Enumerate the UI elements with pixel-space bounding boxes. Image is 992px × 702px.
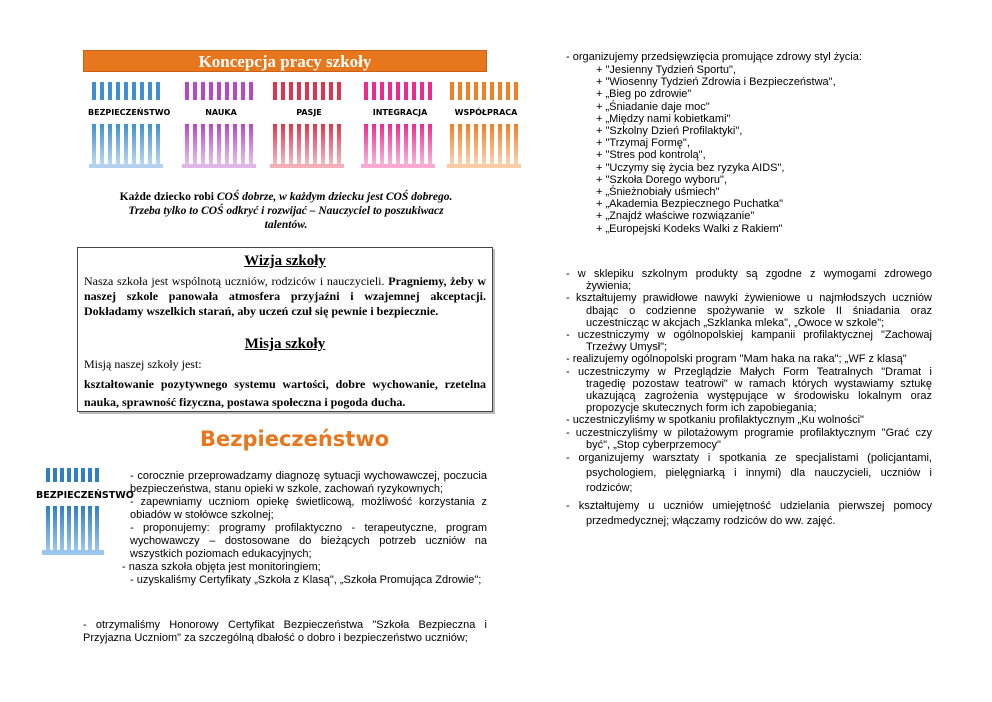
event-item: + „Śnieżnobiały uśmiech" — [596, 186, 720, 199]
event-item: + "Uczymy się życia bez ryzyka AIDS", — [596, 161, 785, 174]
pillar-label: NAUKA — [205, 108, 237, 117]
pillar-współpraca — [446, 80, 526, 172]
event-item: + "Wiosenny Tydzień Zdrowia i Bezpieczeństwa", — [596, 76, 836, 89]
list-item: - w sklepiku szkolnym produkty są zgodne z wymogami zdrowego żywienia; — [566, 268, 932, 293]
left-list-top — [122, 470, 487, 587]
event-item: + "Jesienny Tydzień Sportu", — [596, 64, 736, 76]
right-intro: - organizujemy przedsięwzięcia promujące zdrowy styl życia: — [566, 51, 862, 63]
list-item: - proponujemy: programy profilaktyczno - terapeutyczne, program wychowawczy – dostosowane do bieżących potrzeb uczniów na wszystkich poziomach edukacyjnych; — [130, 522, 487, 560]
motto-line1-b: COŚ dobrze, w każdym dziecku jest COŚ dobrego. — [216, 191, 453, 203]
list-item: - kształtujemy u uczniów umiejętność udzielania pierwszej pomocy przedmedycznej; włączamy rodziców do ww. zajęć. — [566, 500, 932, 528]
event-item: + „Europejski Kodeks Walki z Rakiem" — [596, 222, 783, 235]
right-list — [566, 268, 932, 529]
event-item: + "Trzymaj Formę", — [596, 137, 690, 150]
event-item: + "Szkoła Dorego wyboru", — [596, 173, 728, 186]
motto-line1-a: Każde dziecko robi — [119, 191, 217, 203]
event-item: + "Stres pod kontrolą", — [596, 149, 706, 162]
list-item: - otrzymaliśmy Honorowy Certyfikat Bezpieczeństwa "Szkoła Bezpieczna i Przyjazna Uczniom" za szczególną dbałość o dobro i bezpieczeństwo uczniów; — [83, 619, 487, 644]
pillar-label: INTEGRACJA — [372, 108, 428, 117]
list-item: - organizujemy warsztaty i spotkania ze specjalistami (policjantami, psychologiem, pielęgniarką i innymi) dla nauczycieli, uczniów i rodziców; — [566, 452, 932, 495]
pillar-label: PASJE — [296, 108, 322, 117]
list-item: - realizujemy ogólnopolski program "Mam haka na raka"; „WF z klasą" — [566, 353, 907, 366]
vision-heading: Wizja szkoły — [244, 253, 326, 269]
pillar-columns-icon — [88, 80, 171, 172]
list-item: - corocznie przeprowadzamy diagnozę sytuacji wychowawczej, poczucia bezpieczeństwa, stanu opieki w szkole, zachowań ryzykownych; — [130, 470, 487, 495]
list-item: - nasza szkoła objęta jest monitoringiem; — [122, 561, 321, 573]
vision-text-bold: Pragniemy, żeby w naszej szkole panowała atmosfera przyjaźni i wzajemnej akceptacji. Dokładamy wszelkich starań, aby uczeń czuł się pewnie i bezpiecznie. — [84, 274, 486, 318]
pillar-label: WSPÓŁPRACA — [454, 108, 518, 117]
vision-text — [84, 274, 486, 319]
pillar-columns-icon — [181, 80, 261, 172]
pillar-columns-icon — [446, 80, 526, 172]
vision-mission-box — [77, 247, 493, 412]
section-title: Bezpieczeństwo — [200, 427, 390, 451]
mission-heading: Misja szkoły — [244, 336, 326, 352]
pillar-columns-icon — [360, 80, 440, 172]
page-banner: Koncepcja pracy szkoły — [83, 50, 487, 72]
list-item: - kształtujemy prawidłowe nawyki żywieniowe u najmłodszych uczniów dbając o codzienne spożywanie w szkole II śniadania oraz uczestnicząc w akcjach „Szklanka mleka", „Owoce w szkole"; — [566, 292, 932, 329]
list-item: - uczestniczyliśmy w pilotażowym programie profilaktycznym "Grać czy być", „Stop cyberprzemocy" — [566, 426, 932, 451]
event-item: + „Między nami kobietkami" — [596, 112, 731, 125]
pillar-label: BEZPIECZEŃSTWO — [88, 108, 171, 117]
event-item: + „Akademia Bezpiecznego Puchatka" — [596, 198, 784, 211]
event-item: + „Śniadanie daje moc" — [596, 100, 710, 113]
pillar-nauka — [181, 80, 261, 172]
list-item: - uczestniczymy w Przeglądzie Małych Form Teatralnych "Dramat i tragedię pozostaw teatrowi" w ramach których wystawiamy sztukę ukazującą zagrożenia występujące w środowisku lokalnym oraz propozycje skutecznych form ich zapobiegania; — [566, 365, 932, 415]
safety-icon-label: BEZPIECZEŃSTWO — [36, 490, 134, 501]
event-item: + „Bieg po zdrowie" — [596, 88, 692, 101]
vision-text-normal: Nasza szkoła jest wspólnotą uczniów, rodziców i nauczycieli. — [84, 274, 389, 288]
motto-line2: Trzeba tylko to COŚ odkryć i rozwijać – Nauczyciel to poszukiwacz — [128, 205, 444, 217]
list-item: - uczestniczyliśmy w spotkaniu profilaktycznym „Ku wolności" — [566, 414, 864, 427]
list-item: - uczestniczymy w ogólnopolskiej kampanii profilaktycznej "Zachowaj Trzeźwy Umysł"; — [566, 329, 932, 354]
event-item: + „Znajdź właściwe rozwiązanie" — [596, 210, 755, 223]
list-item: - zapewniamy uczniom opiekę świetlicową, możliwość korzystania z obiadów w stołówce szkolnej; — [130, 496, 487, 521]
safety-pillar-icon — [36, 466, 134, 560]
left-list-bottom — [83, 619, 487, 645]
pillar-integracja — [360, 80, 440, 172]
events-list — [596, 64, 936, 235]
motto-line3: talentów. — [264, 219, 308, 231]
pillar-pasje — [269, 80, 349, 172]
motto — [90, 190, 482, 232]
safety-columns-icon — [36, 466, 134, 560]
list-item: - uzyskaliśmy Certyfikaty „Szkoła z Klasą", „Szkoła Promująca Zdrowie"; — [130, 574, 482, 586]
pillar-bezpieczeństwo — [88, 80, 171, 172]
pillar-columns-icon — [269, 80, 349, 172]
event-item: + "Szkolny Dzień Profilaktyki", — [596, 125, 743, 138]
mission-text: kształtowanie pozytywnego systemu wartości, dobre wychowanie, rzetelna nauka, sprawność fizyczna, postawa społeczna i pogoda ducha. — [84, 377, 486, 409]
mission-intro: Misją naszej szkoły jest: — [84, 357, 202, 371]
